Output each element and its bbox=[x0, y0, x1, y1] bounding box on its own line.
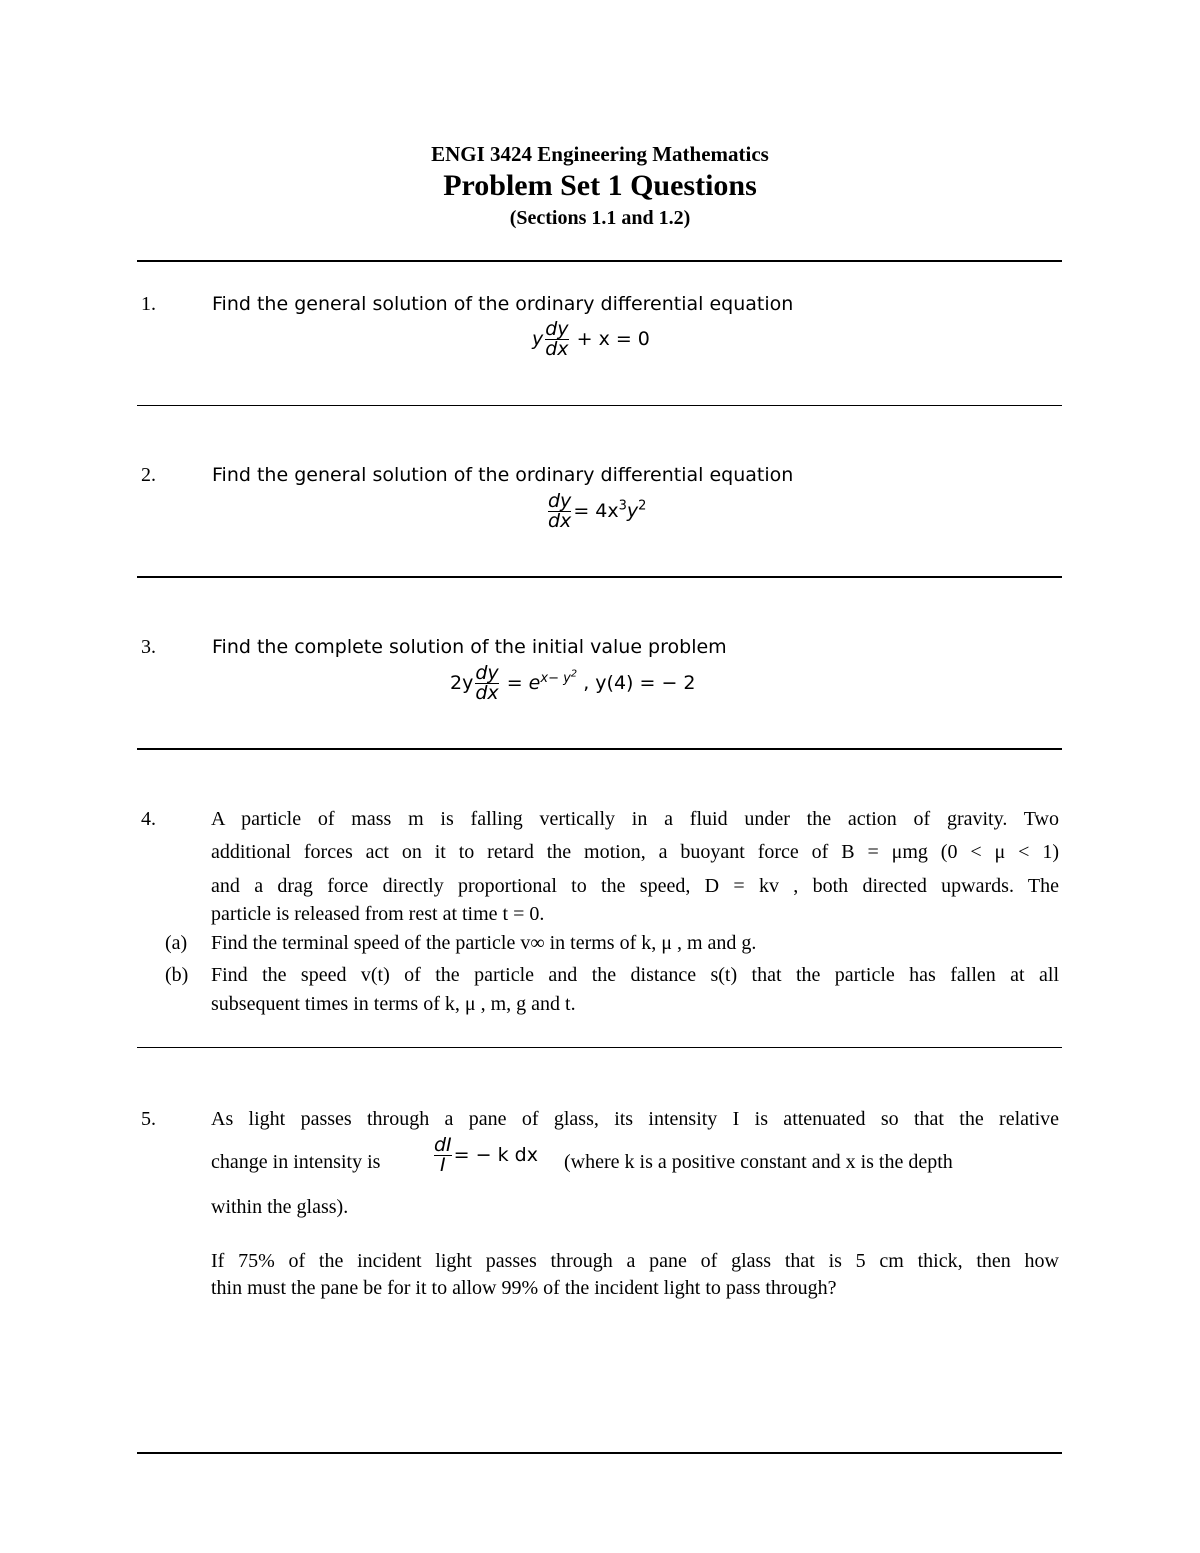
course-heading: ENGI 3424 Engineering Mathematics bbox=[431, 142, 769, 166]
divider bbox=[137, 260, 1062, 262]
q5-inline-equation: $\frac{dI}{I}$ = − k dx bbox=[434, 1134, 538, 1176]
q4-part-a-label: (a) bbox=[165, 932, 188, 954]
q5-number: 5. bbox=[141, 1108, 156, 1130]
q4-line-2: additional forces act on it to retard the motion, a buoyant force of B = μmg (0 < μ < 1) bbox=[211, 841, 1059, 863]
q3-number: 3. bbox=[141, 636, 156, 658]
q4-part-b-line-1: Find the speed v(t) of the particle and the distance s(t) that the particle has fallen at all bbox=[211, 964, 1059, 986]
divider bbox=[137, 405, 1062, 406]
q4-line-3: and a drag force directly proportional to the speed, D = kv , both directed upwards. The bbox=[211, 875, 1059, 897]
q3-equation: 2y $\frac{dy}{dx}$ = $e^{x- y^2}$ , y(4) = − 2 bbox=[450, 662, 696, 704]
q5-line-2-end: (where k is a positive constant and x is the depth bbox=[564, 1151, 953, 1173]
q2-text: Find the general solution of the ordinary differential equation bbox=[212, 464, 794, 486]
sections-subtitle: (Sections 1.1 and 1.2) bbox=[509, 207, 691, 229]
q4-part-b-label: (b) bbox=[165, 964, 189, 986]
divider bbox=[137, 576, 1062, 578]
q1-number: 1. bbox=[141, 293, 156, 315]
divider bbox=[137, 1047, 1062, 1048]
q4-line-4: particle is released from rest at time t = 0. bbox=[211, 903, 545, 925]
q5-line-1: As light passes through a pane of glass, its intensity I is attenuated so that the relative bbox=[211, 1108, 1059, 1130]
q2-number: 2. bbox=[141, 464, 156, 486]
q4-part-b-line-2: subsequent times in terms of k, μ , m, g and t. bbox=[211, 993, 576, 1015]
q1-text: Find the general solution of the ordinary differential equation bbox=[212, 293, 794, 315]
q4-line-1: A particle of mass m is falling vertically in a fluid under the action of gravity. Two bbox=[211, 808, 1059, 830]
q5-line-2-start: change in intensity is bbox=[211, 1151, 381, 1173]
q5-para2-line-1: If 75% of the incident light passes through a pane of glass that is 5 cm thick, then how bbox=[211, 1250, 1059, 1272]
q2-equation: $\frac{dy}{dx}$ = $4x^3y^2$ bbox=[548, 490, 647, 532]
q3-text: Find the complete solution of the initial value problem bbox=[212, 636, 727, 658]
q5-line-3: within the glass). bbox=[211, 1196, 349, 1218]
q5-para2-line-2: thin must the pane be for it to allow 99% of the incident light to pass through? bbox=[211, 1277, 837, 1299]
q4-number: 4. bbox=[141, 808, 156, 830]
q1-equation: y $\frac{dy}{dx}$ + x = 0 bbox=[532, 318, 650, 360]
divider bbox=[137, 1452, 1062, 1454]
divider bbox=[137, 748, 1062, 750]
page-title: Problem Set 1 Questions bbox=[443, 169, 757, 202]
q4-part-a-text: Find the terminal speed of the particle v∞ in terms of k, μ , m and g. bbox=[211, 932, 757, 954]
